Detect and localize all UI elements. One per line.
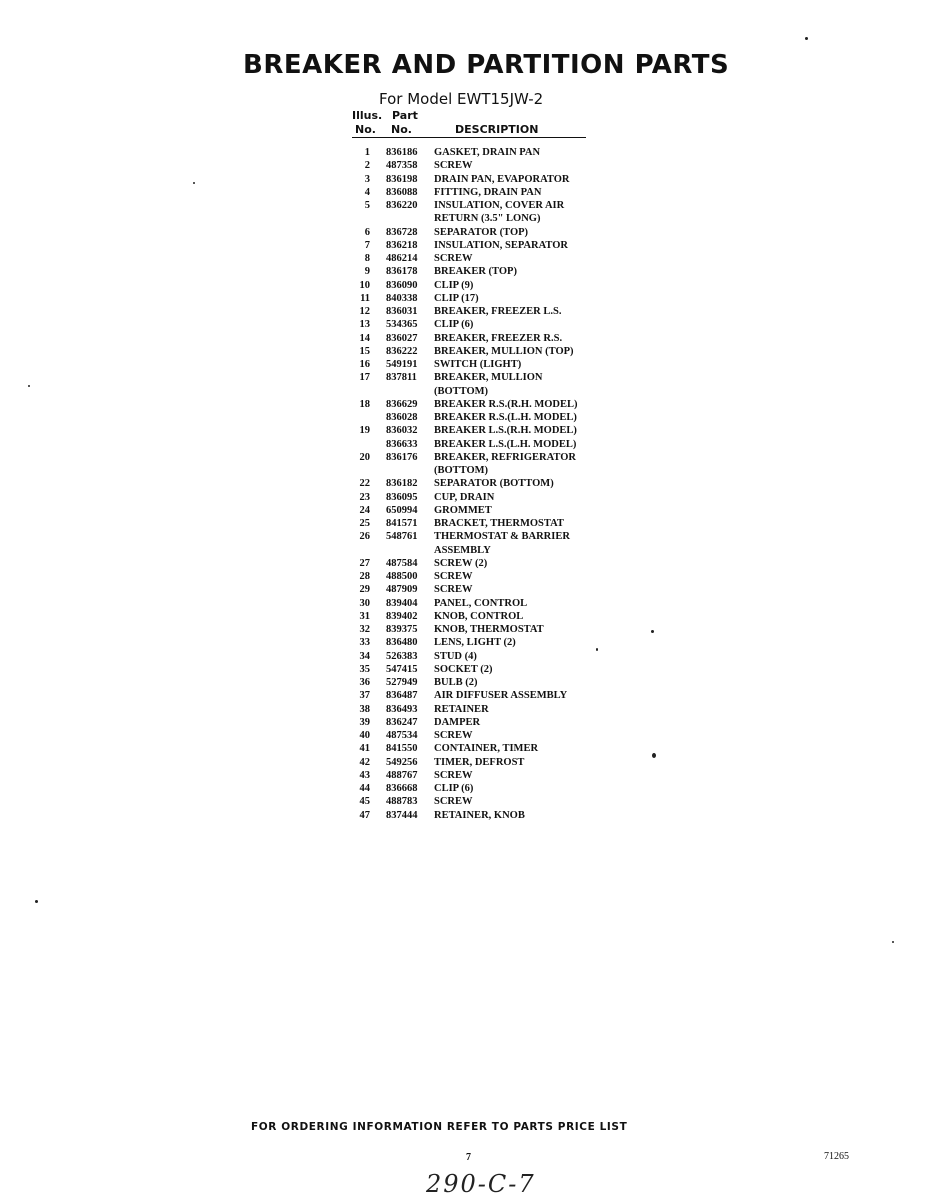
illus-number: 18 — [359, 398, 370, 410]
part-description: (BOTTOM) — [434, 465, 489, 476]
part-number: 487584 — [386, 557, 418, 569]
part-number: 836487 — [386, 690, 418, 702]
part-number: 836629 — [386, 398, 418, 410]
part-number: 837811 — [386, 372, 417, 384]
illus-number: 12 — [359, 306, 370, 317]
part-description: BULB (2) — [434, 677, 478, 688]
illus-number: 32 — [359, 624, 370, 635]
part-row — [352, 491, 612, 504]
illus-number: 29 — [359, 584, 370, 596]
part-description: CLIP (6) — [434, 319, 474, 331]
part-row — [352, 756, 612, 769]
part-number: 549256 — [386, 756, 418, 768]
part-row — [352, 451, 612, 464]
part-number: 841571 — [386, 518, 418, 529]
part-row — [352, 504, 612, 517]
part-description: CUP, DRAIN — [434, 491, 495, 503]
header-part-no: No. — [391, 123, 412, 136]
scan-speck — [892, 941, 894, 943]
part-number: 836222 — [386, 345, 418, 357]
part-description: SWITCH (LIGHT) — [434, 359, 522, 370]
part-row — [352, 159, 612, 172]
part-row — [352, 716, 612, 729]
illus-number: 10 — [359, 279, 370, 291]
illus-number: 45 — [359, 796, 370, 808]
illus-number: 11 — [360, 292, 370, 304]
part-number: 547415 — [386, 663, 418, 675]
part-description: KNOB, THERMOSTAT — [434, 624, 544, 635]
part-number: 836027 — [386, 332, 418, 344]
part-row — [352, 517, 612, 530]
illus-number: 5 — [364, 200, 370, 211]
illus-number: 44 — [359, 783, 370, 794]
illus-number: 24 — [359, 504, 370, 516]
illus-number: 23 — [359, 491, 370, 503]
illus-number: 19 — [359, 425, 370, 437]
model-subtitle: For Model EWT15JW-2 — [379, 90, 544, 108]
illus-number: 20 — [359, 451, 370, 463]
part-row — [352, 385, 612, 398]
scan-speck — [193, 182, 195, 184]
part-row — [352, 252, 612, 265]
part-row — [352, 729, 612, 742]
part-number: 486214 — [386, 253, 418, 264]
part-row — [352, 676, 612, 689]
part-description: SOCKET (2) — [434, 663, 493, 675]
illus-number: 33 — [359, 637, 370, 649]
illus-number: 2 — [364, 160, 370, 172]
illus-number: 17 — [359, 372, 370, 384]
part-description: CLIP (9) — [434, 279, 474, 291]
illus-number — [352, 411, 370, 424]
illus-number: 3 — [364, 173, 370, 185]
header-no: No. — [355, 123, 376, 136]
part-description: KNOB, CONTROL — [434, 610, 524, 622]
part-number: 548761 — [386, 531, 418, 543]
part-description: SCREW — [434, 769, 473, 781]
part-row — [352, 411, 612, 424]
part-row — [352, 583, 612, 596]
part-row — [352, 703, 612, 716]
part-number: 836198 — [386, 173, 418, 185]
illus-number — [352, 464, 370, 477]
part-row — [352, 424, 612, 437]
part-number: 527949 — [386, 677, 418, 688]
part-description: DRAIN PAN, EVAPORATOR — [434, 173, 570, 185]
part-number: 549191 — [386, 359, 418, 370]
illus-number: 40 — [359, 730, 370, 741]
part-number: 836176 — [386, 451, 418, 463]
ordering-footer: FOR ORDERING INFORMATION REFER TO PARTS PRICE LIST — [251, 1121, 628, 1133]
illus-number: 37 — [359, 690, 370, 702]
part-number: 836218 — [386, 239, 418, 251]
part-row — [352, 212, 612, 225]
scan-speck — [652, 753, 656, 758]
part-row — [352, 371, 612, 384]
header-illus: Illus. — [352, 109, 383, 122]
illus-number: 27 — [359, 557, 370, 569]
part-description: SCREW — [434, 584, 473, 596]
part-number: 841550 — [386, 743, 418, 755]
part-description: RETURN (3.5" LONG) — [434, 213, 541, 225]
part-row — [352, 809, 612, 822]
page-title: BREAKER AND PARTITION PARTS — [243, 50, 730, 80]
part-description: CONTAINER, TIMER — [434, 743, 539, 755]
part-number: 836095 — [386, 491, 418, 503]
part-row — [352, 795, 612, 808]
illus-number: 47 — [359, 809, 370, 821]
part-description: BREAKER, MULLION — [434, 372, 543, 384]
part-number: 836182 — [386, 478, 418, 490]
part-row — [352, 689, 612, 702]
illus-number: 41 — [359, 743, 370, 755]
document-number: 71265 — [824, 1151, 849, 1162]
part-description: SCREW — [434, 160, 473, 172]
part-description: ASSEMBLY — [434, 544, 491, 556]
illus-number: 30 — [359, 597, 370, 609]
part-row — [352, 226, 612, 239]
part-number: 836247 — [386, 716, 418, 728]
scan-speck — [35, 900, 38, 903]
header-part: Part — [392, 109, 418, 122]
part-description: THERMOSTAT & BARRIER — [434, 531, 570, 543]
part-row — [352, 146, 612, 159]
part-number — [370, 212, 434, 225]
part-description: CLIP (6) — [434, 783, 474, 794]
illus-number — [352, 212, 370, 225]
part-description: SCREW — [434, 571, 473, 582]
part-row — [352, 663, 612, 676]
part-number — [370, 544, 434, 557]
part-description: CLIP (17) — [434, 292, 479, 304]
part-row — [352, 398, 612, 411]
part-number: 836668 — [386, 783, 418, 794]
part-number: 836088 — [386, 186, 418, 198]
part-number: 836220 — [386, 200, 418, 211]
part-description: BREAKER, FREEZER L.S. — [434, 306, 562, 317]
part-number: 836633 — [386, 438, 418, 450]
illus-number: 34 — [359, 650, 370, 662]
part-number: 839375 — [386, 624, 418, 635]
part-description: PANEL, CONTROL — [434, 597, 528, 609]
part-description: BREAKER R.S.(R.H. MODEL) — [434, 398, 578, 410]
part-row — [352, 279, 612, 292]
part-description: GROMMET — [434, 504, 492, 516]
part-row — [352, 557, 612, 570]
part-number: 836493 — [386, 703, 418, 715]
part-row — [352, 186, 612, 199]
part-description: BREAKER, MULLION (TOP) — [434, 345, 574, 357]
part-number: 836031 — [386, 306, 418, 317]
part-description: (BOTTOM) — [434, 385, 489, 397]
illus-number: 26 — [359, 531, 370, 543]
illus-number: 8 — [364, 253, 370, 264]
part-description: FITTING, DRAIN PAN — [434, 186, 542, 198]
part-number: 488767 — [386, 769, 418, 781]
illus-number: 13 — [359, 319, 370, 331]
part-number: 836480 — [386, 637, 418, 649]
part-description: STUD (4) — [434, 650, 477, 662]
part-description: SCREW (2) — [434, 557, 488, 569]
part-row — [352, 332, 612, 345]
header-rule — [352, 137, 586, 138]
illus-number: 4 — [364, 186, 370, 198]
part-description: GASKET, DRAIN PAN — [434, 147, 541, 158]
part-row — [352, 305, 612, 318]
part-number: 837444 — [386, 809, 418, 821]
part-number: 836178 — [386, 266, 418, 278]
illus-number: 42 — [359, 756, 370, 768]
illus-number: 36 — [359, 677, 370, 688]
part-number: 836032 — [386, 425, 418, 437]
part-row — [352, 623, 612, 636]
part-number: 488500 — [386, 571, 418, 582]
part-number: 840338 — [386, 292, 418, 304]
part-description: SEPARATOR (TOP) — [434, 226, 529, 238]
part-number: 839402 — [386, 610, 418, 622]
illus-number: 1 — [364, 147, 370, 158]
scan-speck — [28, 385, 30, 387]
part-row — [352, 173, 612, 186]
part-description: BREAKER L.S.(L.H. MODEL) — [434, 438, 577, 450]
illus-number: 15 — [359, 345, 370, 357]
part-description: INSULATION, SEPARATOR — [434, 239, 568, 251]
part-number: 836186 — [386, 147, 418, 158]
part-number: 839404 — [386, 597, 418, 609]
illus-number: 7 — [364, 239, 370, 251]
part-row — [352, 358, 612, 371]
part-number — [370, 464, 434, 477]
part-row — [352, 199, 612, 212]
part-description: RETAINER — [434, 703, 489, 715]
part-row — [352, 650, 612, 663]
part-number — [370, 385, 434, 398]
illus-number: 35 — [359, 663, 370, 675]
part-row — [352, 610, 612, 623]
part-row — [352, 782, 612, 795]
page-number: 7 — [466, 1152, 471, 1163]
part-description: SCREW — [434, 253, 473, 264]
scan-speck — [651, 630, 654, 633]
illus-number: 16 — [359, 359, 370, 370]
part-description: TIMER, DEFROST — [434, 756, 525, 768]
part-row — [352, 345, 612, 358]
scan-speck — [805, 37, 808, 40]
illus-number — [352, 544, 370, 557]
part-description: INSULATION, COVER AIR — [434, 200, 565, 211]
part-number: 487909 — [386, 584, 418, 596]
part-description: BREAKER R.S.(L.H. MODEL) — [434, 412, 577, 423]
scan-speck — [596, 648, 598, 651]
part-row — [352, 636, 612, 649]
part-row — [352, 292, 612, 305]
part-row — [352, 318, 612, 331]
parts-list — [352, 146, 612, 822]
part-row — [352, 544, 612, 557]
part-description: SEPARATOR (BOTTOM) — [434, 478, 554, 490]
illus-number: 9 — [364, 266, 370, 278]
part-row — [352, 570, 612, 583]
part-number: 526383 — [386, 650, 418, 662]
part-number: 836090 — [386, 279, 418, 291]
illus-number: 31 — [359, 610, 370, 622]
part-number: 836028 — [386, 412, 418, 423]
part-description: BREAKER, FREEZER R.S. — [434, 332, 563, 344]
part-number: 487534 — [386, 730, 418, 741]
illus-number — [352, 438, 370, 451]
illus-number: 14 — [359, 332, 370, 344]
header-description: DESCRIPTION — [455, 123, 539, 136]
part-number: 487358 — [386, 160, 418, 172]
part-description: AIR DIFFUSER ASSEMBLY — [434, 690, 568, 702]
part-number: 488783 — [386, 796, 418, 808]
part-description: SCREW — [434, 730, 473, 741]
handwritten-note: 290-C-7 — [426, 1170, 536, 1198]
part-row — [352, 464, 612, 477]
part-row — [352, 597, 612, 610]
part-description: SCREW — [434, 796, 473, 808]
illus-number: 38 — [359, 703, 370, 715]
illus-number: 6 — [364, 226, 370, 238]
part-description: BRACKET, THERMOSTAT — [434, 518, 564, 529]
part-row — [352, 438, 612, 451]
part-number: 650994 — [386, 504, 418, 516]
illus-number: 22 — [359, 478, 370, 490]
illus-number: 28 — [359, 571, 370, 582]
part-row — [352, 530, 612, 543]
part-number: 836728 — [386, 226, 418, 238]
part-row — [352, 265, 612, 278]
part-number: 534365 — [386, 319, 418, 331]
part-row — [352, 477, 612, 490]
illus-number: 39 — [359, 716, 370, 728]
part-row — [352, 742, 612, 755]
illus-number: 43 — [359, 769, 370, 781]
part-row — [352, 769, 612, 782]
part-row — [352, 239, 612, 252]
illus-number: 25 — [359, 518, 370, 529]
part-description: RETAINER, KNOB — [434, 809, 525, 821]
part-description: BREAKER L.S.(R.H. MODEL) — [434, 425, 577, 437]
part-description: BREAKER (TOP) — [434, 266, 517, 278]
part-description: BREAKER, REFRIGERATOR — [434, 451, 576, 463]
illus-number — [352, 385, 370, 398]
part-description: LENS, LIGHT (2) — [434, 637, 516, 649]
part-description: DAMPER — [434, 716, 481, 728]
